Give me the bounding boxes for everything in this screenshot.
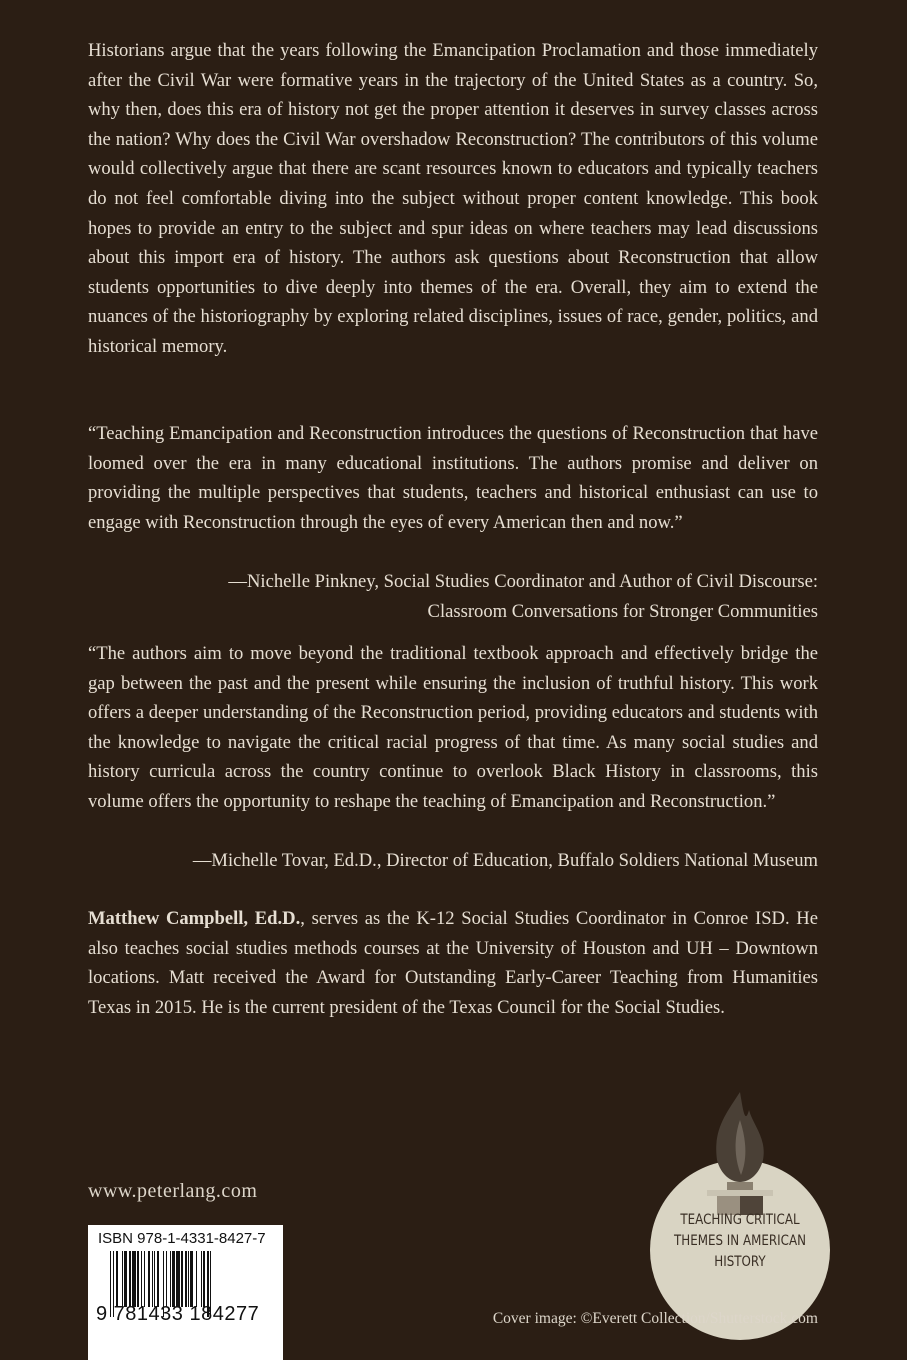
series-title — [666, 1210, 814, 1273]
endorsement-quote: “Teaching Emancipation and Reconstruction introduces the questions of Reconstruction that have loomed over the era in many educational institutions. The authors promise and deliver on providing the multiple perspectives that students, teachers and historical enthusiast can use to engage with Reconstruction through the eyes of every American then and now.” — [88, 423, 818, 533]
series-title-line: HISTORY — [714, 1254, 766, 1270]
author-name: Matthew Campbell, Ed.D. — [88, 908, 301, 929]
book-description: Historians argue that the years following the Emancipation Proclamation and those immediately after the Civil War were formative years in the trajectory of the United States as a country. So, why then, does this era of history not get the proper attention it deserves in survey classes across the nation? Why does the Civil War overshadow Reconstruction? The contributors of this volume would collectively argue that there are scant resources known to educators and typically teachers do not feel comfortable diving into the subject without proper content knowledge. This book hopes to provide an entry to the subject and spur ideas on where teachers may lead discussions about this import era of history. The authors ask questions about Reconstruction that allow students opportunities to dive deeply into themes of the era. Overall, they aim to extend the nuances of the historiography by exploring related disciplines, issues of race, gender, politics, and historical memory. — [88, 40, 818, 357]
endorsement-attribution: Classroom Conversations for Stronger Communities — [427, 601, 818, 622]
endorsement-quote: “The authors aim to move beyond the traditional textbook approach and effectively bridge the gap between the past and the present while ensuring the inclusion of truthful history. This work offers a deeper understanding of the Reconstruction period, providing educators and students with the knowledge to navigate the critical racial progress of that time. As many social studies and history curricula across the country continue to overlook Black History in classrooms, this volume offers the opportunity to reshape the teaching of Emancipation and Reconstruction.” — [88, 643, 818, 812]
publisher-url: www.peterlang.com — [88, 1180, 258, 1202]
endorsement-attribution: —Michelle Tovar, Ed.D., Director of Education, Buffalo Soldiers National Museum — [192, 850, 818, 871]
torch-icon — [705, 1090, 775, 1215]
isbn-label: ISBN 978-1-4331-8427-7 — [98, 1230, 266, 1247]
barcode-digits: 9 781433 184277 — [96, 1303, 260, 1325]
author-bio-text: , serves as the K-12 Social Studies Coordinator in Conroe ISD. He also teaches social studies methods courses at the University of Houston and UH – Downtown locations. Matt received the Award for Outstanding Early-Career Teaching from Humanities Texas in 2015. He is the current president of the Texas Council for the Social Studies. — [88, 908, 818, 1018]
cover-image-credit: Cover image: ©Everett Collection/Shutterstock.com — [492, 1310, 818, 1327]
author-bio — [88, 904, 818, 1022]
series-title-line: TEACHING CRITICAL — [680, 1212, 800, 1228]
endorsement-attribution: —Nichelle Pinkney, Social Studies Coordinator and Author of Civil Discourse: — [228, 571, 818, 592]
isbn-barcode — [88, 1225, 283, 1360]
series-title-line: THEMES IN AMERICAN — [673, 1233, 806, 1249]
